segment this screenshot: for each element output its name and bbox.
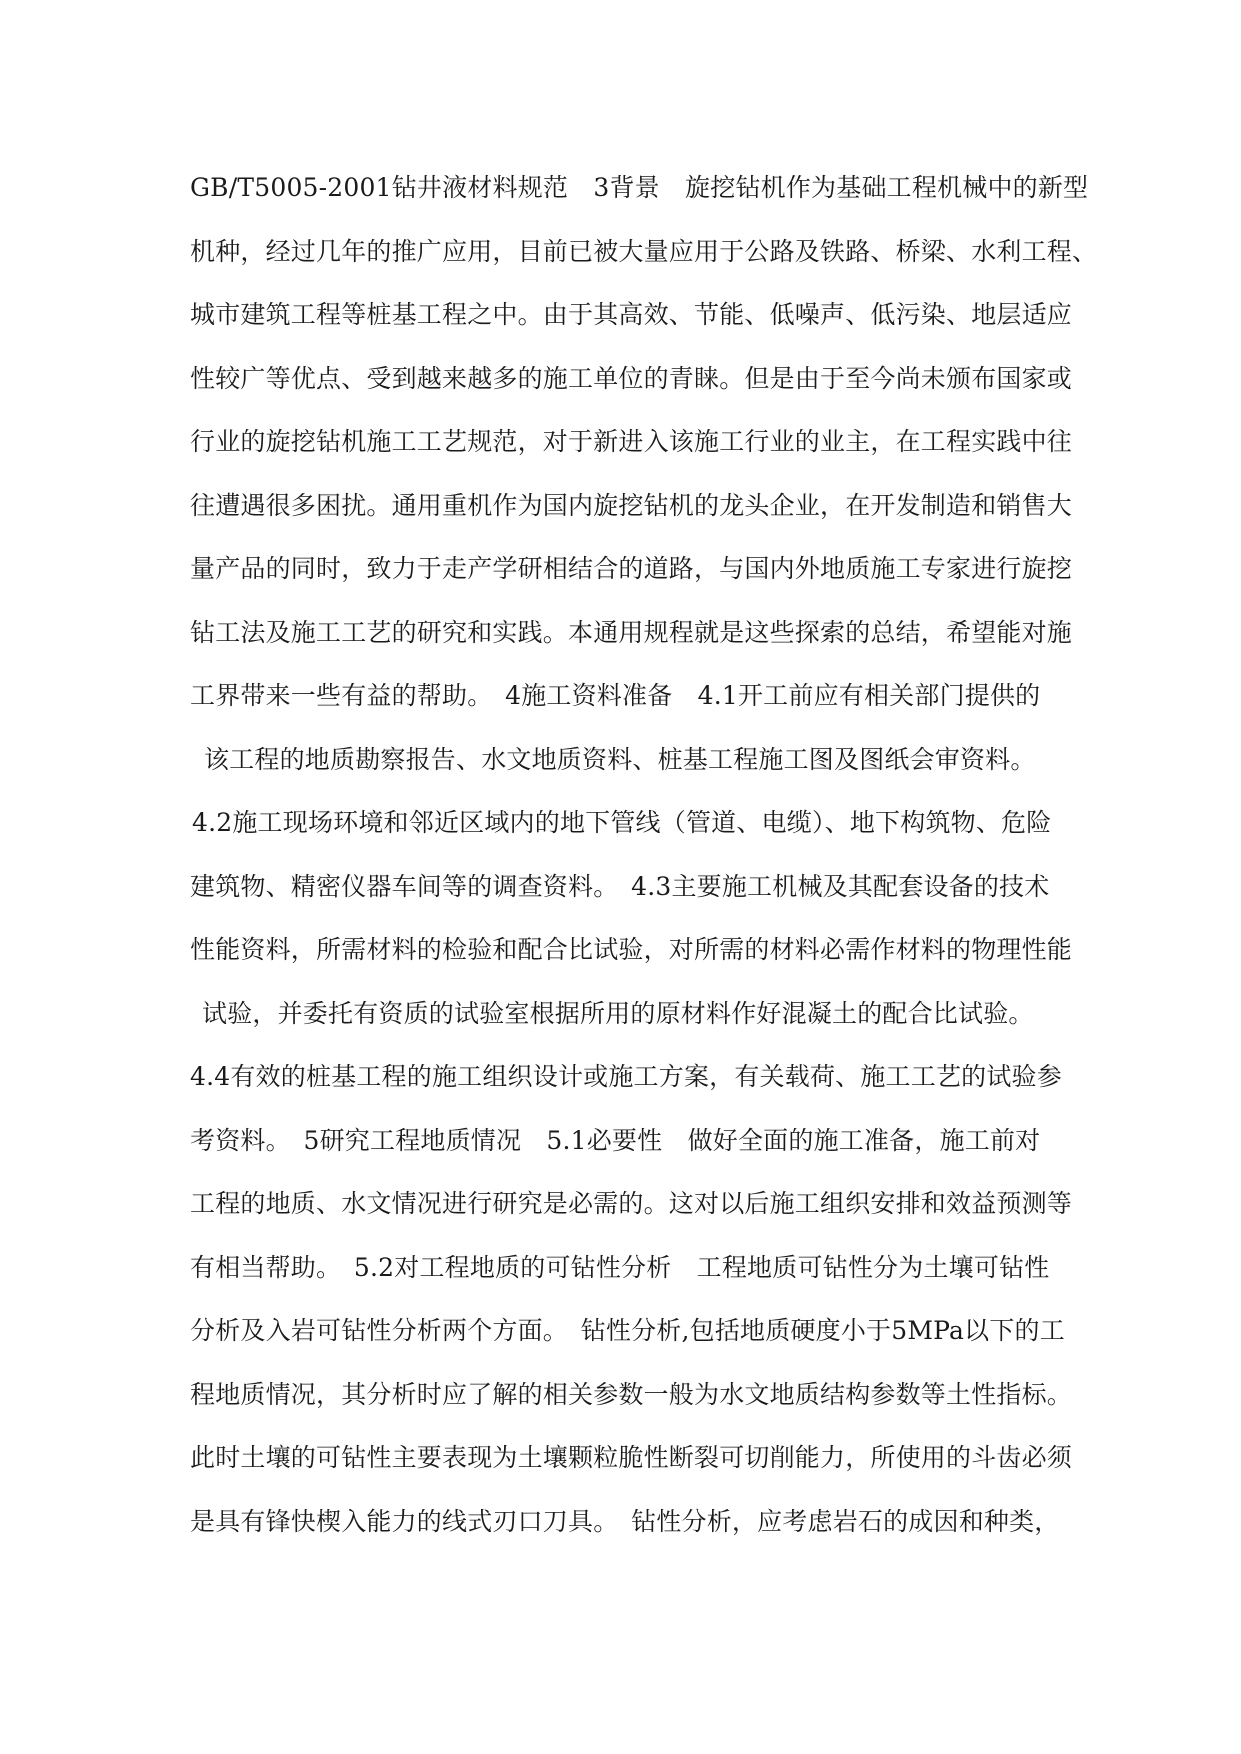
text-line-18: 有相当帮助。 5.2对工程地质的可钻性分析 工程地质可钻性分为土壤可钻性: [190, 1252, 1050, 1282]
text-line-5: 行业的旋挖钻机施工工艺规范，对于新进入该施工行业的业主，在工程实践中往: [190, 427, 1073, 456]
text-line-14: 试验，并委托有资质的试验室根据所用的原材料作好混凝土的配合比试验。: [202, 998, 1034, 1028]
text-line-22: 是具有锋快楔入能力的线式刃口刀具。 钻性分析，应考虑岩石的成因和种类，: [190, 1506, 1060, 1536]
text-line-13: 性能资料，所需材料的检验和配合比试验，对所需的材料必需作材料的物理性能: [190, 935, 1073, 964]
text-line-9: 工界带来一些有益的帮助。 4施工资料准备 4.1开工前应有相关部门提供的: [190, 681, 1041, 710]
text-line-19: 分析及入岩可钻性分析两个方面。 钻性分析,包括地质硬度小于5MPa以下的工: [190, 1316, 1065, 1345]
text-line-12: 建筑物、精密仪器车间等的调查资料。 4.3主要施工机械及其配套设备的技术: [190, 871, 1050, 901]
text-line-6: 往遭遇很多困扰。通用重机作为国内旋挖钻机的龙头企业，在开发制造和销售大: [190, 490, 1073, 520]
text-line-10: 该工程的地质勘察报告、水文地质资料、桩基工程施工图及图纸会审资料。: [204, 744, 1036, 774]
text-line-8: 钻工法及施工工艺的研究和实践。本通用规程就是这些探索的总结，希望能对施: [190, 617, 1073, 647]
text-line-15: 4.4有效的桩基工程的施工组织设计或施工方案，有关载荷、施工工艺的试验参: [190, 1062, 1062, 1091]
body-text: [190, 168, 1098, 1565]
text-line-3: 城市建筑工程等桩基工程之中。由于其高效、节能、低噪声、低污染、地层适应: [190, 300, 1073, 329]
text-line-20: 程地质情况，其分析时应了解的相关参数一般为水文地质结构参数等土性指标。: [190, 1379, 1073, 1409]
text-line-21: 此时土壤的可钻性主要表现为土壤颗粒脆性断裂可切削能力，所使用的斗齿必须: [190, 1443, 1073, 1472]
text-line-2: 机种，经过几年的推广应用，目前已被大量应用于公路及铁路、桥梁、水利工程、: [190, 236, 1098, 266]
text-line-16: 考资料。 5研究工程地质情况 5.1必要性 做好全面的施工准备，施工前对: [190, 1125, 1041, 1155]
text-line-17: 工程的地质、水文情况进行研究是必需的。这对以后施工组织安排和效益预测等: [190, 1189, 1073, 1218]
text-line-7: 量产品的同时，致力于走产学研相结合的道路，与国内外地质施工专家进行旋挖: [190, 554, 1073, 583]
text-line-11: 4.2施工现场环境和邻近区域内的地下管线（管道、电缆）、地下构筑物、危险: [192, 808, 1052, 837]
text-line-1: GB/T5005-2001钻井液材料规范 3背景 旋挖钻机作为基础工程机械中的新型: [190, 173, 1089, 202]
text-line-4: 性较广等优点、受到越来越多的施工单位的青睐。但是由于至今尚未颁布国家或: [190, 363, 1073, 393]
